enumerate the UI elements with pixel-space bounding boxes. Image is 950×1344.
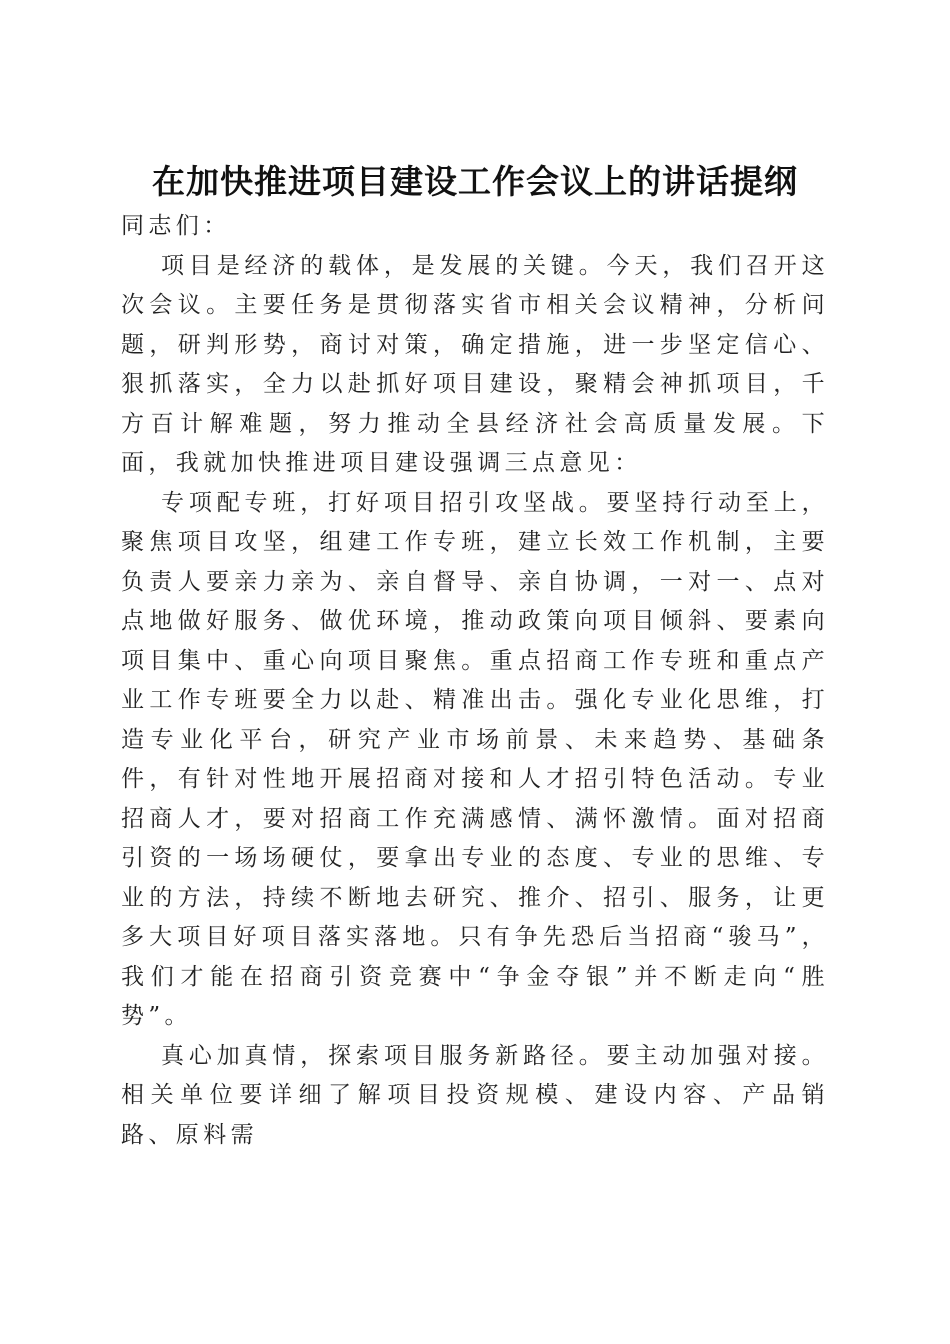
paragraph-intro: 项目是经济的载体，是发展的关键。今天，我们召开这次会议。主要任务是贯彻落实省市相关会议精神，分析问题，研判形势，商讨对策，确定措施，进一步坚定信心、狠抓落实，全力以赴抓好项目建设，聚精会神抓项目，千方百计解难题，努力推动全县经济社会高质量发展。下面，我就加快推进项目建设强调三点意见： [121, 252, 829, 476]
paragraph-point-two: 真心加真情，探索项目服务新路径。要主动加强对接。相关单位要详细了解项目投资规模、建设内容、产品销路、原料需 [121, 1042, 829, 1148]
document-body [121, 207, 829, 1155]
paragraph-point-one: 专项配专班，打好项目招引攻坚战。要坚持行动至上，聚焦项目攻坚，组建工作专班，建立长效工作机制，主要负责人要亲力亲为、亲自督导、亲自协调，一对一、点对点地做好服务、做优环境，推动政策向项目倾斜、要素向项目集中、重心向项目聚焦。重点招商工作专班和重点产业工作专班要全力以赴、精准出击。强化专业化思维，打造专业化平台，研究产业市场前景、未来趋势、基础条件，有针对性地开展招商对接和人才招引特色活动。专业招商人才，要对招商工作充满感情、满怀激情。面对招商引资的一场场硬仗，要拿出专业的态度、专业的思维、专业的方法，持续不断地去研究、推介、招引、服务，让更多大项目好项目落实落地。只有争先恐后当招商“骏马”，我们才能在招商引资竞赛中“争金夺银”并不断走向“胜势”。 [121, 489, 829, 1029]
salutation: 同志们： [121, 213, 231, 239]
document-title: 在加快推进项目建设工作会议上的讲话提纲 [152, 162, 798, 202]
